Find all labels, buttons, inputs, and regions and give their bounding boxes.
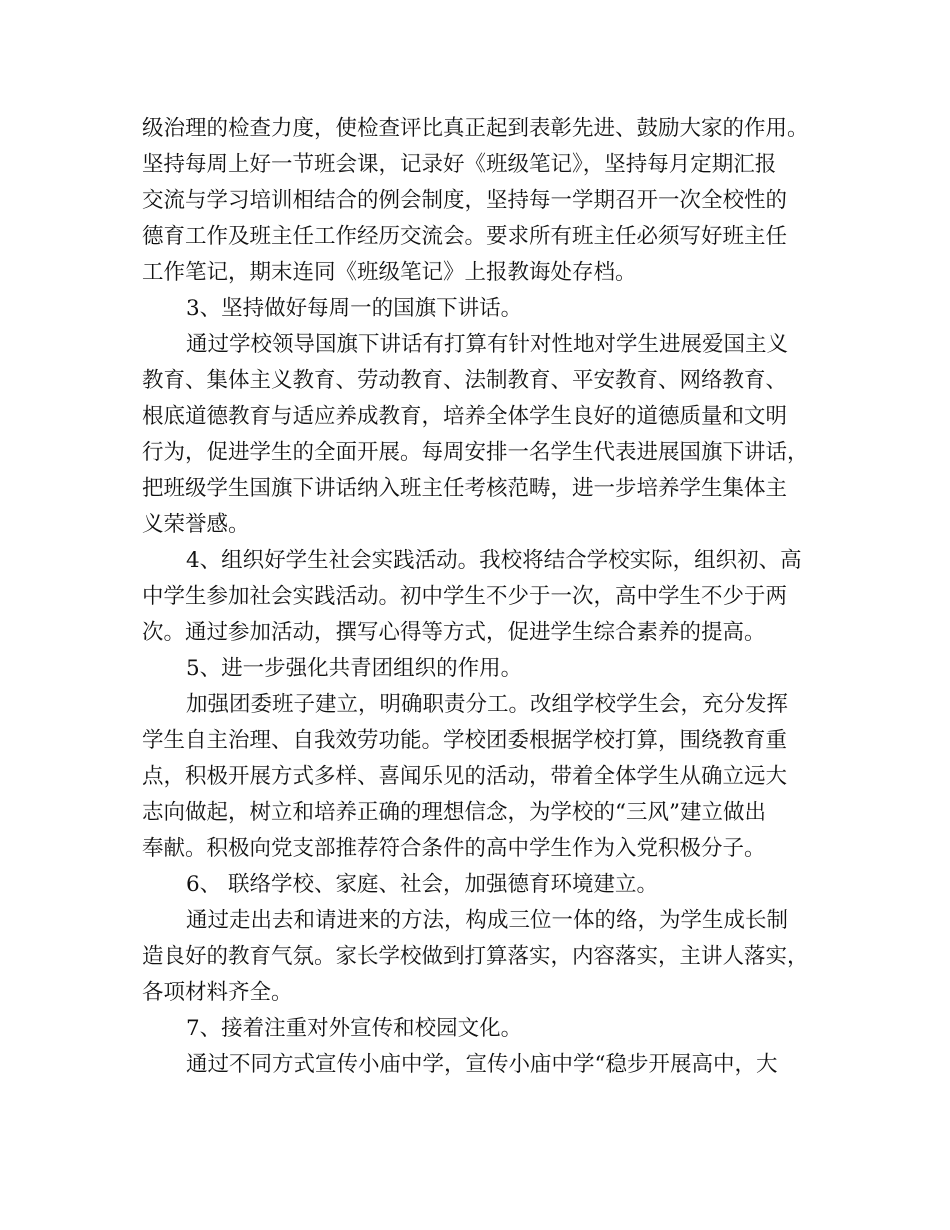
text-line: 教育、集体主义教育、劳动教育、法制教育、平安教育、网络教育、 bbox=[142, 368, 788, 393]
section-heading: 4、组织好学生社会实践活动。我校将结合学校实际，组织初、高 bbox=[186, 548, 802, 573]
text-line: 义荣誉感。 bbox=[142, 512, 250, 537]
body-text bbox=[142, 111, 832, 1083]
text-line: 加强团委班子建立，明确职责分工。改组学校学生会，充分发挥 bbox=[186, 692, 789, 717]
section-heading: 6、 联络学校、家庭、社会，加强德育环境建立。 bbox=[186, 872, 659, 897]
text-line: 级治理的检查力度，使检查评比真正起到表彰先进、鼓励大家的作用。 bbox=[142, 116, 809, 141]
text-line: 志向做起，树立和培养正确的理想信念，为学校的“三风”建立做出 bbox=[142, 800, 766, 825]
text-line: 德育工作及班主任工作经历交流会。要求所有班主任必须写好班主任 bbox=[142, 224, 788, 249]
text-line: 通过学校领导国旗下讲话有打算有针对性地对学生进展爱国主义 bbox=[186, 332, 789, 357]
text-line: 通过不同方式宣传小庙中学，宣传小庙中学“稳步开展高中，大 bbox=[186, 1052, 778, 1077]
text-line: 学生自主治理、自我效劳功能。学校团委根据学校打算，围绕教育重 bbox=[142, 728, 788, 753]
text-line: 通过走出去和请进来的方法，构成三位一体的络，为学生成长制 bbox=[186, 908, 789, 933]
text-line: 工作笔记，期末连同《班级笔记》上报教诲处存档。 bbox=[142, 260, 637, 285]
text-line: 造良好的教育气氛。家长学校做到打算落实，内容落实，主讲人落实， bbox=[142, 944, 809, 969]
text-line: 点，积极开展方式多样、喜闻乐见的活动，带着全体学生从确立远大 bbox=[142, 764, 788, 789]
section-heading: 5、进一步强化共青团组织的作用。 bbox=[186, 656, 523, 681]
text-line: 坚持每周上好一节班会课，记录好《班级笔记》，坚持每月定期汇报 bbox=[142, 152, 777, 177]
text-line: 中学生参加社会实践活动。初中学生不少于一次，高中学生不少于两 bbox=[142, 584, 788, 609]
text-line: 行为，促进学生的全面开展。每周安排一名学生代表进展国旗下讲话， bbox=[142, 440, 809, 465]
text-line: 交流与学习培训相结合的例会制度，坚持每一学期召开一次全校性的 bbox=[142, 188, 788, 213]
text-line: 次。通过参加活动，撰写心得等方式，促进学生综合素养的提高。 bbox=[142, 620, 766, 645]
text-line: 各项材料齐全。 bbox=[142, 980, 293, 1005]
text-line: 奉献。积极向党支部推荐符合条件的高中学生作为入党积极分子。 bbox=[142, 836, 766, 861]
section-heading: 7、接着注重对外宣传和校园文化。 bbox=[186, 1016, 523, 1041]
section-heading: 3、坚持做好每周一的国旗下讲话。 bbox=[186, 296, 523, 321]
text-line: 把班级学生国旗下讲话纳入班主任考核范畴，进一步培养学生集体主 bbox=[142, 476, 788, 501]
text-line: 根底道德教育与适应养成教育，培养全体学生良好的道德质量和文明 bbox=[142, 404, 788, 429]
